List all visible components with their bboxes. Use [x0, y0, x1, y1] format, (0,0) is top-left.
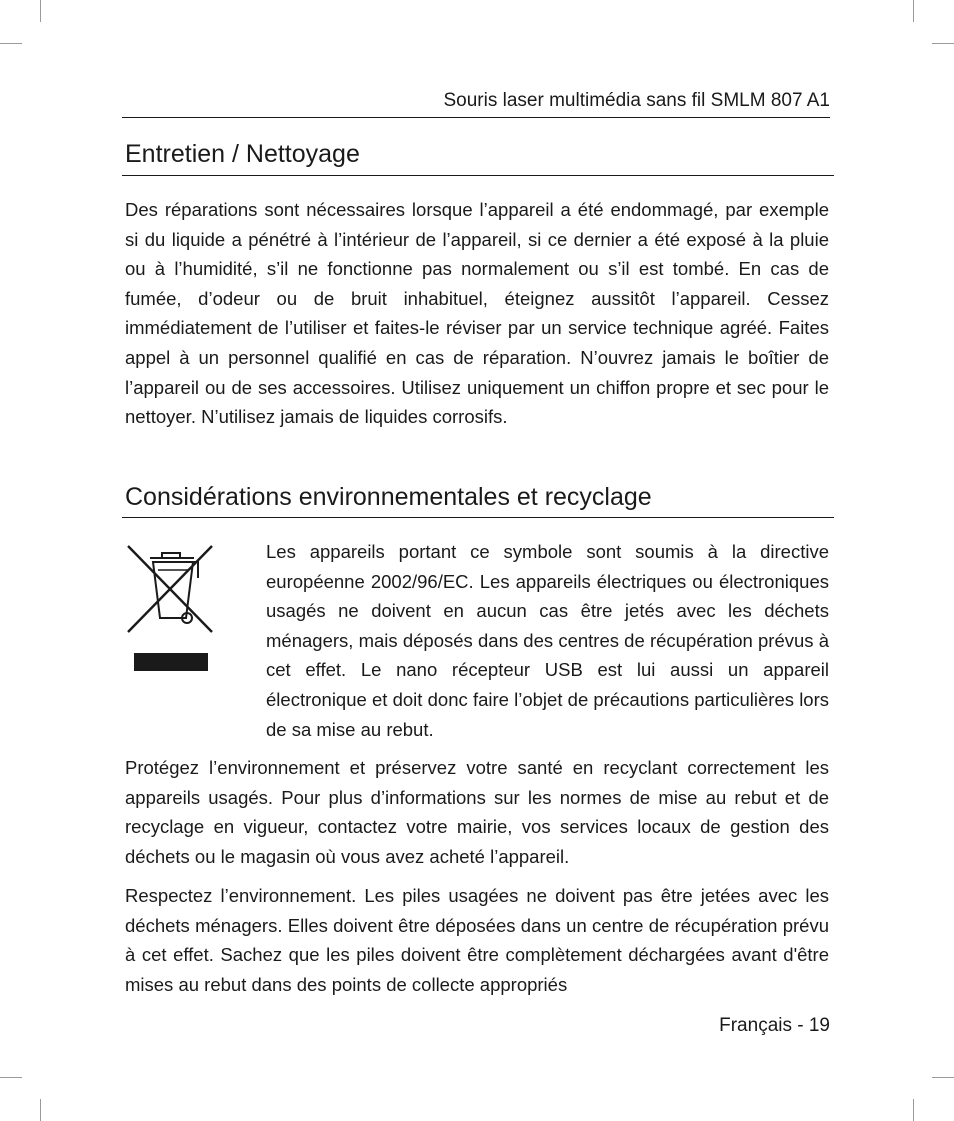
section-title-environment: Considérations environnementales et recyclage: [125, 483, 652, 511]
crossed-out-wheelie-bin-icon: [122, 540, 218, 676]
weee-bar: [134, 653, 208, 671]
crop-mark: [932, 1077, 954, 1078]
page-number: Français - 19: [719, 1015, 830, 1036]
crop-mark: [0, 43, 22, 44]
crop-mark: [0, 1077, 22, 1078]
section-title-maintenance: Entretien / Nettoyage: [125, 140, 360, 168]
maintenance-paragraph: Des réparations sont nécessaires lorsque l’appareil a été endommagé, par exemple si du liquide a pénétré à l’intérieur de l’appareil, si ce dernier a été exposé à la pluie ou à l’humidité, s’il ne fonctionne pas normalement ou s’il est tombé. En cas de fumée, d’odeur ou de bruit inhabituel, éteignez aussitôt l’appareil. Cessez immédiatement de l’utiliser et faites-le réviser par un service technique agréé. Faites appel à un personnel qualifié en cas de réparation. N’ouvrez jamais le boîtier de l’appareil ou de ses accessoires. Utilisez uniquement un chiffon propre et sec pour le nettoyer. N’utilisez jamais de liquides corrosifs.: [125, 199, 829, 428]
header-rule: [122, 117, 830, 118]
crop-mark: [913, 0, 914, 22]
crop-mark: [40, 0, 41, 22]
crop-mark: [932, 43, 954, 44]
weee-paragraph: Les appareils portant ce symbole sont soumis à la directive européenne 2002/96/EC. Les appareils électriques ou électroniques usagés ne doivent en aucun cas être jetés avec les déchets ménagers, mais déposés dans des centres de récupération prévus à cet effet. Le nano récepteur USB est lui aussi un appareil électronique et doit donc faire l’objet de précautions particulières lors de sa mise au rebut.: [266, 541, 829, 740]
crop-mark: [913, 1099, 914, 1121]
section-rule: [122, 175, 834, 176]
section-rule: [122, 517, 834, 518]
crop-mark: [40, 1099, 41, 1121]
running-header: Souris laser multimédia sans fil SMLM 807 A1: [443, 90, 830, 111]
recycling-paragraph: Protégez l’environnement et préservez votre santé en recyclant correctement les appareils usagés. Pour plus d’informations sur les normes de mise au rebut et de recyclage en vigueur, contactez votre mairie, vos services locaux de gestion des déchets ou le magasin où vous avez acheté l’appareil.: [125, 757, 829, 867]
battery-paragraph: Respectez l’environnement. Les piles usagées ne doivent pas être jetées avec les déchets ménagers. Elles doivent être déposées dans un centre de récupération prévu à cet effet. Sachez que les piles doivent être complètement déchargées avant d'être mises au rebut dans des points de collecte appropriés: [125, 885, 829, 995]
